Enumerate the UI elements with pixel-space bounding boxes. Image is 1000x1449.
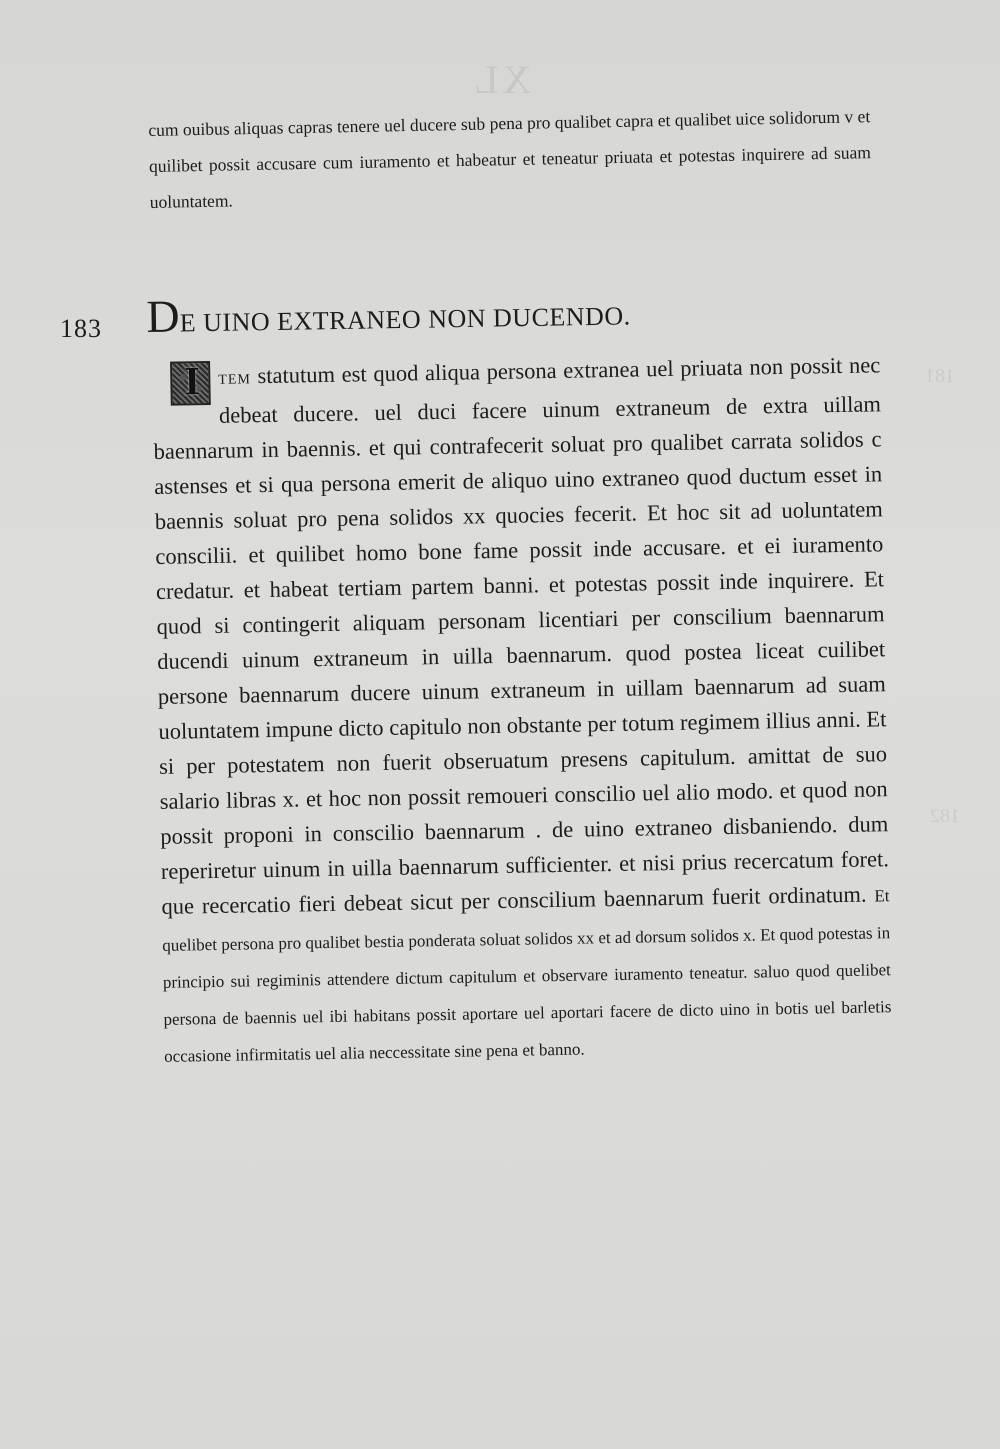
bleed-through-number: 181 <box>925 365 955 387</box>
section-number: 183 <box>60 314 102 343</box>
continued-paragraph: cum ouibus aliquas capras tenere uel ducere sub pena pro qualibet capra et qualibet uice solidorum v et quilibet possit accusare cum iuramento et habeatur et teneatur priuata et potestas inquirere ad suam uoluntatem. <box>148 106 872 212</box>
body-small-text: Et quelibet persona pro qualibet bestia ponderata soluat solidos xx et ad dorsum solidos x. Et quod potestas in principio sui regiminis attendere dictum capitulum et observare iuramento teneatur. saluo quod quelibet persona de baennis uel ibi habitans possit aportare uel aportari facere de dicto uino in botis uel barletis occasione infirmitatis uel alia neccessitate sine pena et banno. <box>162 886 892 1066</box>
section-title <box>146 282 631 343</box>
section-body <box>152 347 892 1074</box>
ornamental-dropcap <box>170 358 211 406</box>
title-initial: D <box>146 290 181 342</box>
body-main-text: statutum est quod aliqua persona extranea uel priuata non possit nec debeat ducere. uel duci facere uinum extraneum de extra uillam baennarum in baennis. et qui contrafecerit soluat pro qualibet carrata solidos c astenses et si qua persona emerit de aliquo uino extraneo quod ductum esset in baennis soluat pro pena solidos xx quocies fecerit. Et hoc sit ad uoluntatem conscilii. et quilibet homo bone fame possit inde accusare. et ei iuramento credatur. et habeat tertiam partem banni. et potestas possit inde inquirere. Et quod si contingerit aliquam personam licentiari per conscilium baennarum ducendi uinum extraneum in uilla baennarum. quod postea liceat cuilibet persone baennarum ducere uinum extraneum in uillam baennarum ad suam uoluntatem impune dicto capitulo non obstante per totum regimem illius anni. Et si per potestatem non fuerit obseruatum presens capitulum. amittat de suo salario libras x. et hoc non possit remoueri conscilio uel alio modo. et quod non possit proponi in conscilio baennarum . de uino extraneo disbaniendo. dum reperiretur uinum in uilla baennarum sufficienter. et nisi prius recercatum foret. que recercatio fieri debeat sicut per conscilium baennarum fuerit ordinatum. <box>153 352 890 919</box>
bleed-through-header: XL <box>470 57 532 102</box>
title-rest: E UINO EXTRANEO NON DUCENDO. <box>179 301 631 338</box>
first-word: TEM <box>218 372 252 388</box>
bleed-through-number: 182 <box>930 805 960 827</box>
dropcap-letter: I <box>183 358 201 404</box>
